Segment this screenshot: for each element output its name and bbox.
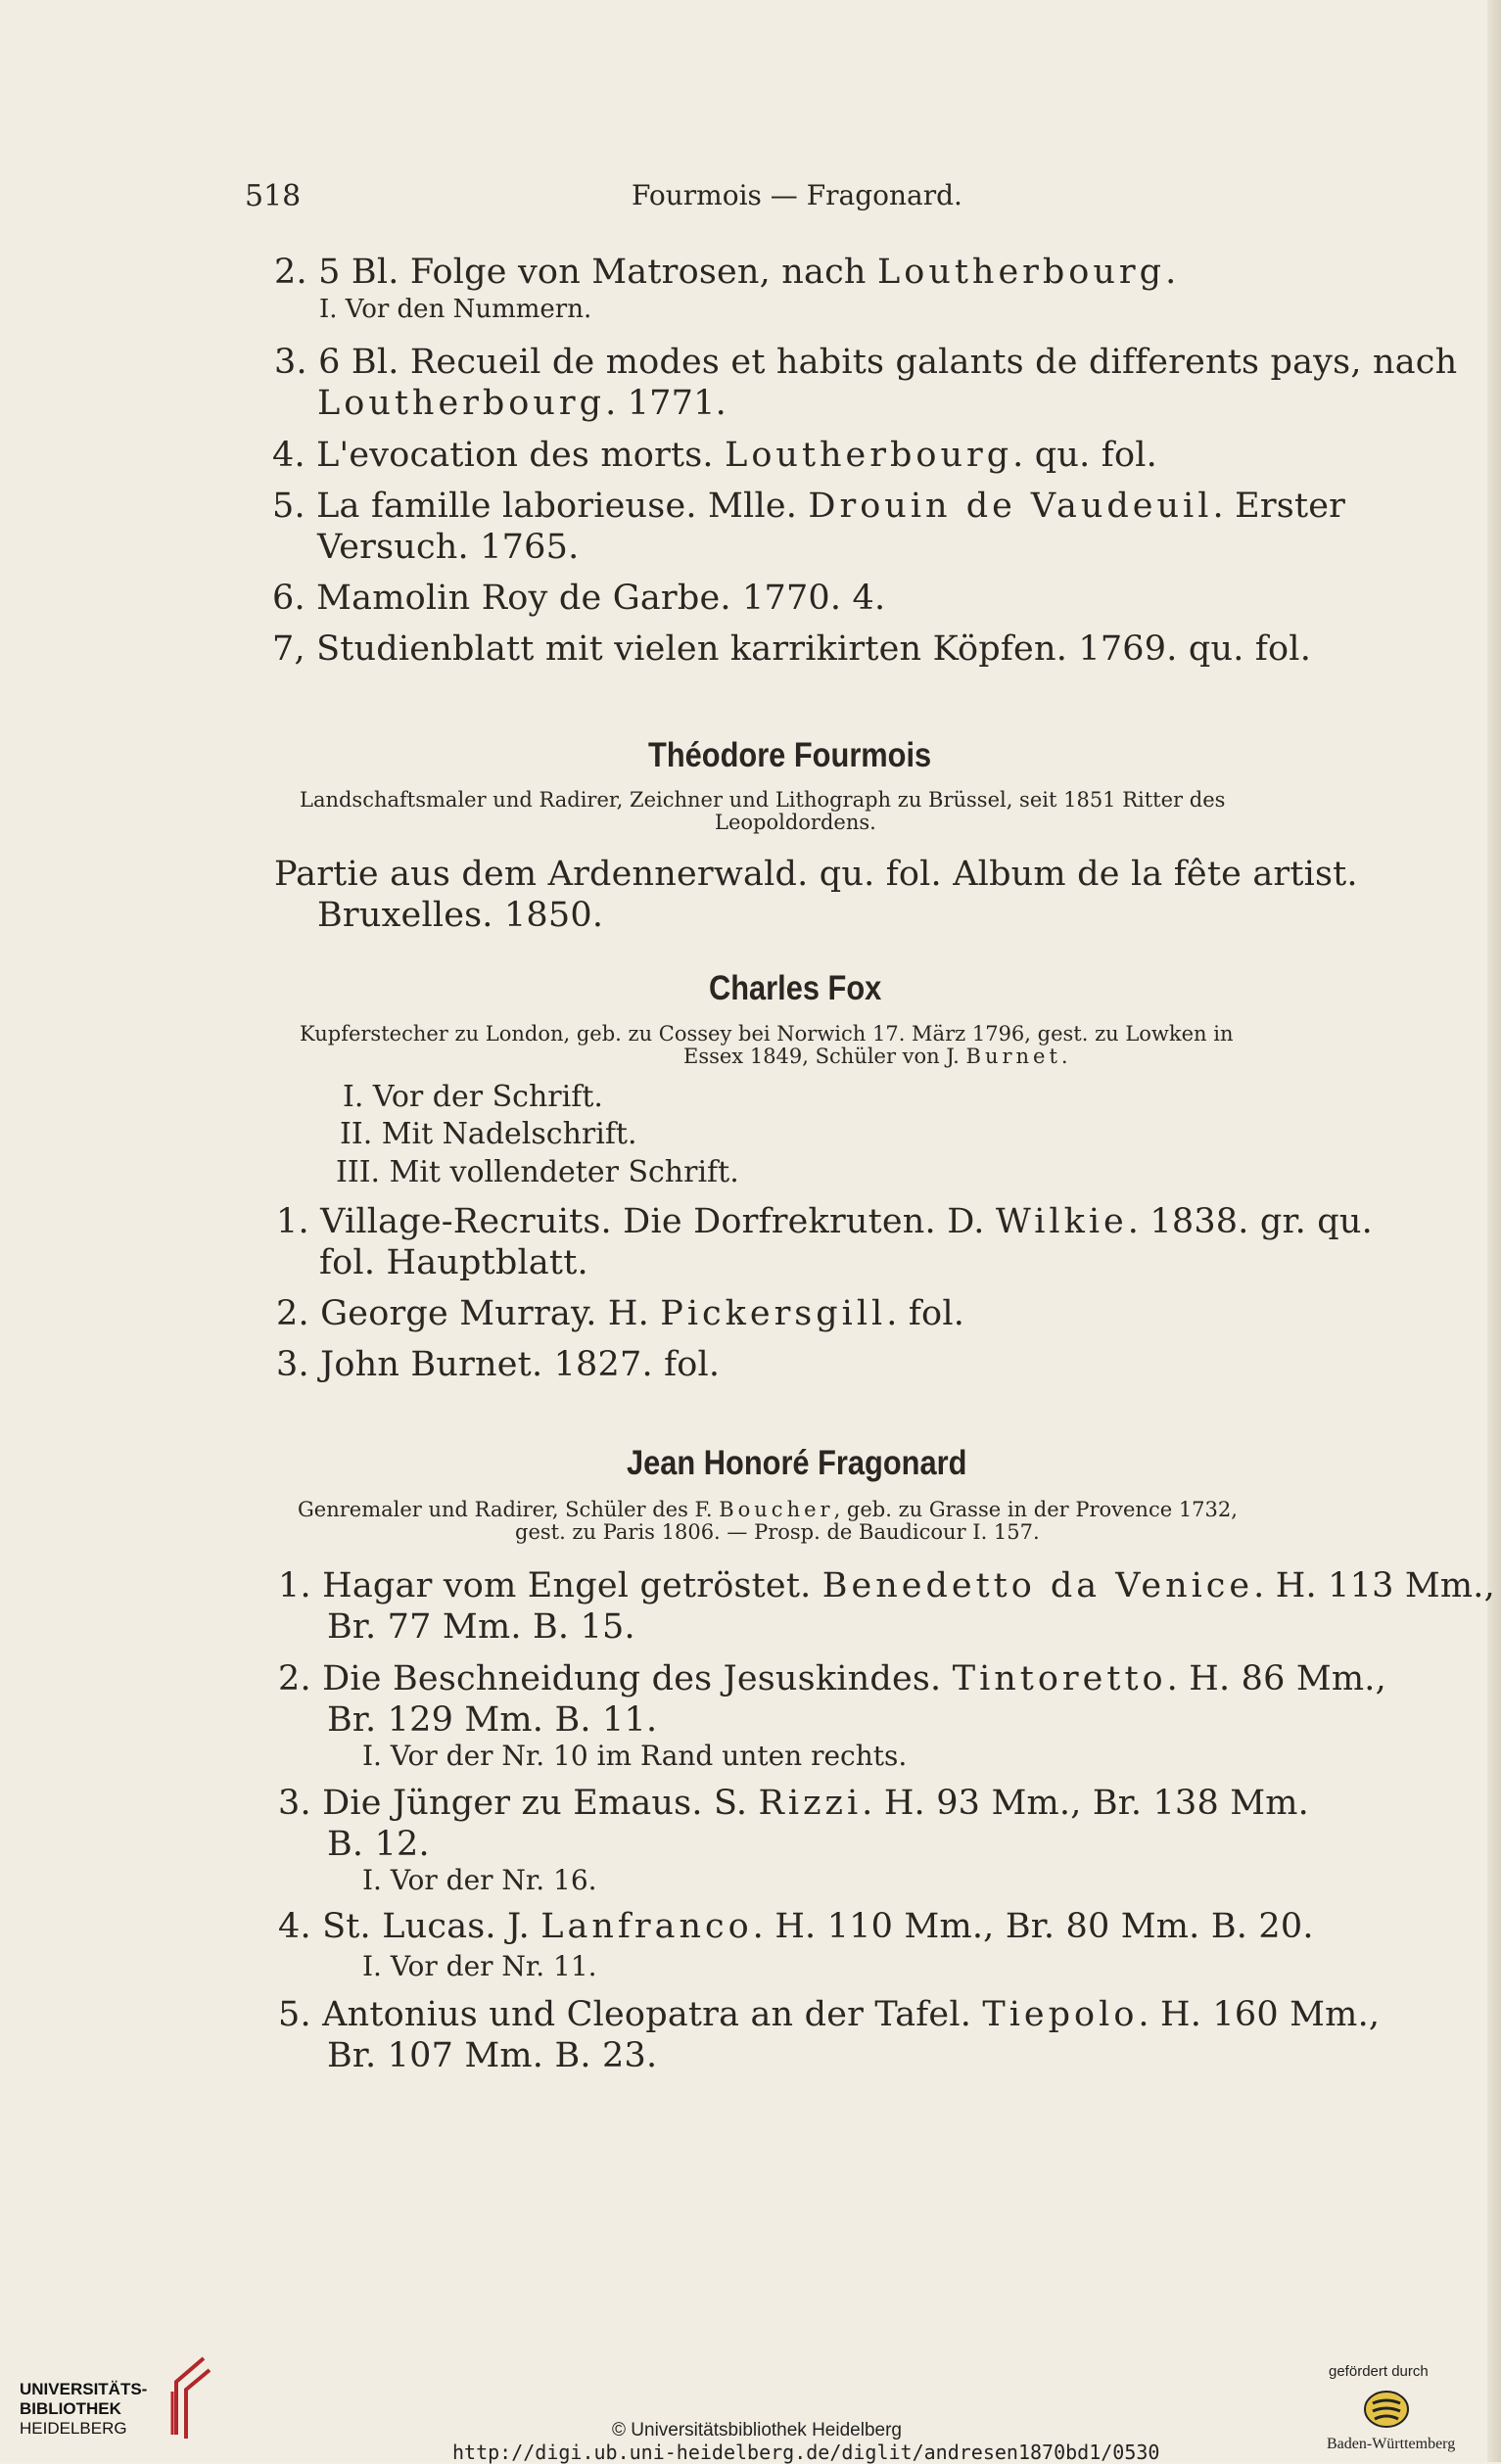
list-item: 4. St. Lucas. J. Lanfranco. H. 110 Mm., Br. 80 Mm. B. 20. (278, 1907, 1314, 1946)
bio-text: Landschaftsmaler und Radirer, Zeichner und Lithograph zu Brüssel, seit 1851 Ritter des (300, 788, 1226, 812)
running-title: Fourmois — Fragonard. (632, 179, 962, 211)
state-note: III. Mit vollendeter Schrift. (336, 1155, 739, 1189)
list-item-cont: Loutherbourg. 1771. (317, 384, 727, 423)
bio-text: gest. zu Paris 1806. — Prosp. de Baudicour I. 157. (515, 1520, 1040, 1544)
funding-state-label: Baden-Württemberg (1327, 2436, 1456, 2452)
funding-label: gefördert durch (1329, 2363, 1429, 2380)
list-item-cont: fol. Hauptblatt. (319, 1243, 588, 1282)
section-heading-fox: Charles Fox (709, 969, 882, 1007)
bio-text: Essex 1849, Schüler von J. Burnet. (683, 1045, 1068, 1068)
copyright-text: © Universitätsbibliothek Heidelberg (612, 2420, 902, 2441)
state-note: II. Mit Nadelschrift. (340, 1117, 637, 1151)
source-url-link[interactable]: http://digi.ub.uni-heidelberg.de/diglit/andresen1870bd1/0530 (452, 2441, 1160, 2464)
list-item: 5. La famille laborieuse. Mlle. Drouin de Vaudeuil. Erster (272, 487, 1346, 526)
list-item: 2. Die Beschneidung des Jesuskindes. Tintoretto. H. 86 Mm., (278, 1659, 1386, 1698)
list-item-cont: Br. 107 Mm. B. 23. (327, 2036, 658, 2075)
list-item: 3. Die Jünger zu Emaus. S. Rizzi. H. 93 Mm., Br. 138 Mm. (278, 1784, 1309, 1823)
list-item: 5. Antonius und Cleopatra an der Tafel. Tiepolo. H. 160 Mm., (278, 1995, 1381, 2034)
list-item: 1. Village-Recruits. Die Dorfrekruten. D. Wilkie. 1838. gr. qu. (276, 1202, 1373, 1241)
list-item: 6. Mamolin Roy de Garbe. 1770. 4. (272, 579, 886, 618)
state-note: I. Vor der Nr. 16. (362, 1864, 597, 1896)
section-heading-fragonard: Jean Honoré Fragonard (627, 1444, 967, 1482)
list-item: 3. 6 Bl. Recueil de modes et habits galants de differents pays, nach (274, 343, 1458, 382)
library-logo: UNIVERSITÄTS- BIBLIOTHEK HEIDELBERG (20, 2352, 215, 2450)
page-number: 518 (245, 179, 302, 213)
list-item: 4. L'evocation des morts. Loutherbourg. qu. fol. (272, 436, 1157, 475)
list-item-cont: Br. 129 Mm. B. 11. (327, 1700, 658, 1740)
list-item: 3. John Burnet. 1827. fol. (276, 1345, 721, 1384)
list-item: Partie aus dem Ardennerwald. qu. fol. Album de la fête artist. (274, 855, 1358, 894)
bio-text: Leopoldordens. (715, 811, 876, 834)
list-item: 2. 5 Bl. Folge von Matrosen, nach Loutherbourg. (274, 253, 1177, 292)
state-note: I. Vor der Nr. 10 im Rand unten rechts. (362, 1740, 908, 1772)
list-item: 2. George Murray. H. Pickersgill. fol. (276, 1294, 965, 1333)
list-item: 7, Studienblatt mit vielen karrikirten Köpfen. 1769. qu. fol. (272, 629, 1312, 669)
list-item-cont: Br. 77 Mm. B. 15. (327, 1607, 635, 1647)
state-note: I. Vor der Schrift. (343, 1080, 603, 1114)
list-item-cont: Versuch. 1765. (317, 528, 580, 567)
list-item-cont: Bruxelles. 1850. (317, 896, 604, 935)
list-item-cont: B. 12. (327, 1825, 430, 1864)
state-note: I. Vor den Nummern. (319, 295, 592, 324)
bio-text: Genremaler und Radirer, Schüler des F. Boucher, geb. zu Grasse in der Provence 1732, (298, 1498, 1238, 1521)
bio-text: Kupferstecher zu London, geb. zu Cossey bei Norwich 17. März 1796, gest. zu Lowken in (300, 1022, 1234, 1046)
state-note: I. Vor der Nr. 11. (362, 1950, 597, 1982)
library-logo-mark-icon (164, 2352, 213, 2441)
page-edge (1487, 0, 1501, 2462)
bw-coat-of-arms-icon (1363, 2390, 1410, 2429)
list-item: 1. Hagar vom Engel getröstet. Benedetto da Venice. H. 113 Mm., (278, 1566, 1495, 1605)
section-heading-fourmois: Théodore Fourmois (648, 736, 932, 774)
